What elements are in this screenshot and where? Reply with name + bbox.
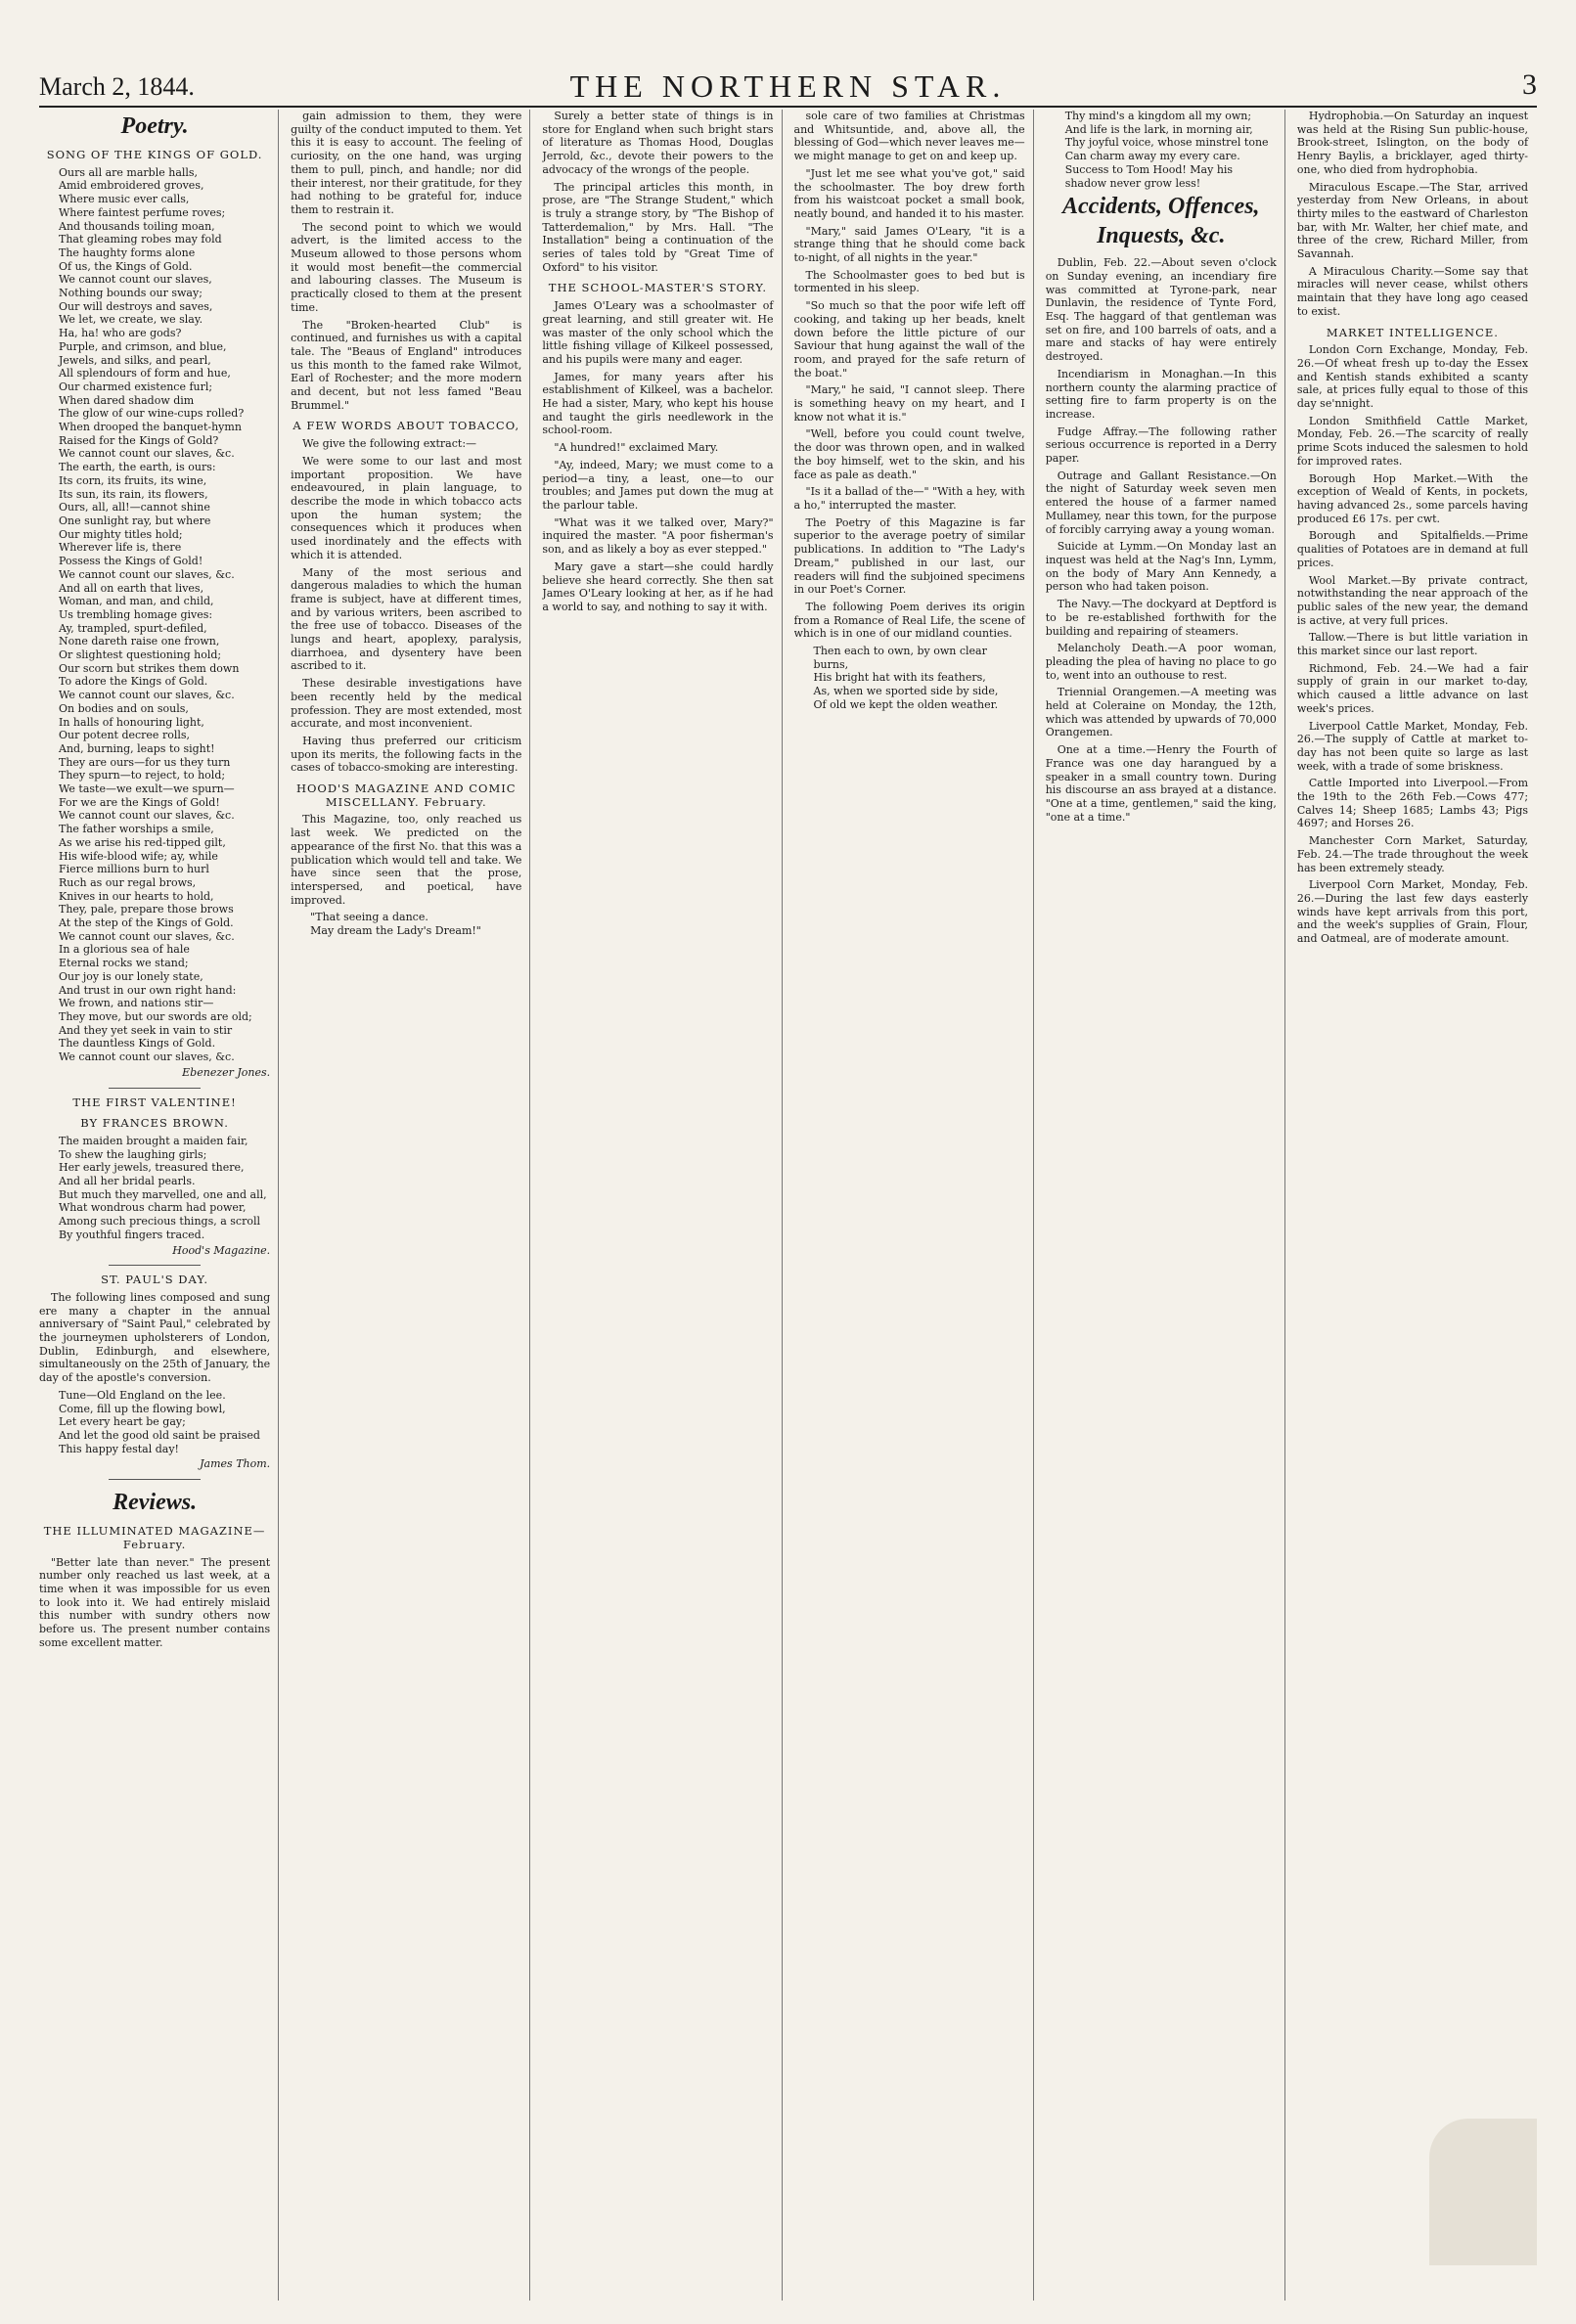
paragraph: Borough and Spitalfields.—Prime qualities of Potatoes are in demand at full prices.	[1296, 529, 1529, 569]
paragraph: Surely a better state of things is in store for England when such bright stars of literature as Thomas Hood, Douglas Jerrold, &c., devote their powers to the advocacy of the wrongs of the people.	[542, 110, 774, 176]
column-5	[1046, 110, 1285, 2301]
masthead	[39, 67, 1537, 108]
paragraph: The Schoolmaster goes to bed but is tormented in his sleep.	[793, 268, 1025, 295]
section-heading: Poetry.	[120, 113, 189, 139]
verse-stanza: Then each to own, by own clear burns, His bright hat with its feathers, As, when we sported side by side, Of old we kept the olden weather.	[813, 645, 999, 711]
paragraph: We give the following extract:—	[302, 437, 477, 451]
section-heading: Reviews.	[113, 1490, 198, 1516]
article-heading: SONG OF THE KINGS OF GOLD.	[46, 148, 263, 161]
article-heading: THE ILLUMINATED MAGAZINE—February.	[43, 1524, 266, 1551]
paragraph: Many of the most serious and dangerous maladies to which the human frame is subject, have at different times, and by various writers, been ascribed to the free use of tobacco. Diseases of the lungs and heart, apoplexy, paralysis, diarrhoea, and dysentery have been ascribed to it.	[291, 565, 522, 673]
article-heading: A FEW WORDS ABOUT TOBACCO,	[293, 419, 520, 433]
paragraph: One at a time.—Henry the Fourth of France was one day harangued by a speaker in a small country town. During his discourse an ass brayed at a distance. "One at a time, gentlemen," said the king, "one at a time."	[1045, 743, 1277, 824]
section-heading: Accidents, Offences, Inquests, &c.	[1062, 194, 1260, 249]
paragraph: gain admission to them, they were guilty of the conduct imputed to them. Yet this it is easy to account. The feeling of curiosity, on the one hand, was urging them to pull, pinch, and handle; nor did their interest, nor their gratitude, for they had nothing to be grateful for, induce them to restrain it.	[291, 110, 522, 216]
paragraph: "What was it we talked over, Mary?" inquired the master. "A poor fisherman's son, and as likely a boy as ever stepped."	[542, 515, 774, 557]
paragraph: "Mary," he said, "I cannot sleep. There is something heavy on my heart, and I know not what it is."	[793, 383, 1025, 424]
paragraph: Wool Market.—By private contract, notwithstanding the near approach of the public sales of the new year, the demand is active, at very full prices.	[1296, 573, 1529, 627]
paragraph: The principal articles this month, in prose, are "The Strange Student," which is truly a strange story, by "The Bishop of Tatterdemalion," by Mrs. Hall. "The Installation" being a continuation of the series of tales told by "Great Time of Oxford" to his visitor.	[542, 180, 774, 274]
verse-stanza: Purple, and crimson, and blue, Jewels, and silks, and pearl, All splendours of form and hue, Our charmed existence furl; When dared shadow dim The glow of our wine-cups rolled? When drooped the banquet-hymn Raised for the Kings of Gold? We cannot count our slaves, &c.	[59, 339, 245, 461]
paragraph: "Is it a ballad of the—" "With a hey, with a ho," interrupted the master.	[793, 485, 1025, 512]
paragraph: "A hundred!" exclaimed Mary.	[554, 441, 719, 455]
article-byline: BY FRANCES BROWN.	[80, 1116, 229, 1131]
column-rule	[109, 1088, 201, 1089]
paragraph: Dublin, Feb. 22.—About seven o'clock on Sunday evening, an incendiary fire was committed at Tyrone-park, near Dunlavin, the residence of Tynte Ford, Esq. The haggard of that gentleman was set on fire, and 100 barrels of oats, and a mare and stacks of hay were entirely destroyed.	[1045, 256, 1277, 364]
paragraph: The following lines composed and sung ere many a chapter in the annual anniversary of "Saint Paul," celebrated by the journeymen upholsterers of London, Dublin, Edinburgh, and elsewhere, simultaneously on the 25th of January, the day of the apostle's conversion.	[39, 1290, 271, 1385]
signature: James Thom.	[200, 1457, 271, 1471]
paragraph: London Corn Exchange, Monday, Feb. 26.—Of wheat fresh up to-day the Essex and Kentish stands exhibited a scanty sale, at prices fully equal to those of this day se'nnight.	[1296, 343, 1529, 411]
paragraph: Miraculous Escape.—The Star, arrived yesterday from New Orleans, in about thirty miles to the eastward of Charleston bar, with Mr. Walter, her chief mate, and three of the crew, Richard Miller, from Savannah.	[1296, 180, 1529, 261]
paragraph: Melancholy Death.—A poor woman, pleading the plea of having no place to go to, went into an outhouse to rest.	[1045, 642, 1277, 682]
paragraph: Fudge Affray.—The following rather serious occurrence is reported in a Derry paper.	[1045, 425, 1277, 466]
paragraph: James O'Leary was a schoolmaster of great learning, and still greater wit. He was master of the only school which the little fishing village of Kilkeel possessed, and his pupils were many and eager.	[542, 299, 774, 366]
article-heading: HOOD'S MAGAZINE AND COMIC MISCELLANY. February.	[295, 782, 517, 809]
signature: Ebenezer Jones.	[182, 1065, 271, 1079]
article-heading: THE FIRST VALENTINE!	[72, 1095, 237, 1109]
verse-stanza: Ours all are marble halls, Amid embroidered groves, Where music ever calls, Where faintest perfume roves; And thousands toiling moan, That gleaming robes may fold The haughty forms alone Of us, the Kings of Gold. We cannot count our slaves, Nothing bounds our sway; Our will destroys and saves, We let, we create, we slay. Ha, ha! who are gods?	[59, 165, 226, 340]
paragraph: "Ay, indeed, Mary; we must come to a period—a tiny, a least, one—to our troubles; and James put down the mug at the parlour table.	[542, 458, 774, 512]
paragraph: sole care of two families at Christmas and Whitsuntide, and, above all, the blessing of God—which never leaves me—we might manage to get on and keep up.	[793, 110, 1025, 163]
paragraph: A Miraculous Charity.—Some say that miracles will never cease, whilst others maintain that they have long ago ceased to exist.	[1296, 264, 1529, 318]
paragraph: The following Poem derives its origin from a Romance of Real Life, the scene of which is in one of our midland counties.	[793, 600, 1025, 641]
paragraph: "So much so that the poor wife left off cooking, and taking up her beads, knelt down before the little picture of our Saviour that hung against the wall of the room, and prayed for the safe return of the boat."	[793, 299, 1025, 380]
column-1	[39, 110, 279, 2301]
column-container	[39, 110, 1536, 2301]
paragraph: "Better late than never." The present number only reached us last week, at a time when it was impossible for us even to look into it. We had entirely mislaid this number with sundry others now before us. The present number contains some excellent matter.	[39, 1555, 271, 1649]
page-number: 3	[1522, 68, 1537, 101]
torn-corner	[1429, 2119, 1537, 2265]
article-heading: THE SCHOOL-MASTER'S STORY.	[548, 281, 768, 295]
paragraph: This Magazine, too, only reached us last week. We predicted on the appearance of the first No. that this was a publication which would tell and take. We have since seen that the prose, interspersed, and poetical, have improved.	[291, 813, 522, 907]
paragraph: Manchester Corn Market, Saturday, Feb. 24.—The trade throughout the week has been extremely steady.	[1296, 834, 1529, 874]
signature: Hood's Magazine.	[172, 1243, 271, 1257]
verse-stanza: In a glorious sea of hale Eternal rocks we stand; Our joy is our lonely state, And trust in our own right hand: We frown, and nations stir— They move, but our swords are old; And they yet seek in vain to stir The dauntless Kings of Gold. We cannot count our slaves, &c.	[59, 943, 252, 1064]
paragraph: Having thus preferred our criticism upon its merits, the following facts in the cases of tobacco-smoking are interesting.	[291, 734, 522, 775]
verse-stanza: The earth, the earth, is ours: Its corn, its fruits, its wine, Its sun, its rain, its flowers, Ours, all, all!—cannot shine One sunlight ray, but where Our mighty titles hold; Wherever life is, there Possess the Kings of Gold! We cannot count our slaves, &c.	[59, 461, 235, 581]
paragraph: Hydrophobia.—On Saturday an inquest was held at the Rising Sun public-house, Brook-street, Islington, on the body of Henry Baylis, a bricklayer, aged thirty-one, who died from hydrophobia.	[1296, 110, 1529, 176]
issue-date: March 2, 1844.	[39, 72, 195, 101]
article-heading: MARKET INTELLIGENCE.	[1326, 325, 1499, 339]
paragraph: Cattle Imported into Liverpool.—From the 19th to the 26th Feb.—Cows 477; Calves 14; Sheep 1685; Lambs 43; Pigs 4697; and Horses 26.	[1296, 777, 1529, 830]
paragraph: The second point to which we would advert, is the limited access to the Museum allowed to those persons whom it would most benefit—the commercial and labouring classes. The Museum is practically closed to them at the present time.	[291, 220, 522, 314]
verse-stanza: And all on earth that lives, Woman, and man, and child, Us trembling homage gives: Ay, trampled, spurt-defiled, None dareth raise one frown, Or slightest questioning hold; Our scorn but strikes them down To adore the Kings of Gold. We cannot count our slaves, &c.	[59, 581, 240, 702]
paragraph: Borough Hop Market.—With the exception of Weald of Kents, in pockets, having advanced 2s., some parcels having produced £6 17s. per cwt.	[1296, 471, 1529, 525]
paragraph: Tallow.—There is but little variation in this market since our last report.	[1296, 631, 1529, 658]
column-6	[1297, 110, 1536, 2301]
column-4	[794, 110, 1034, 2301]
verse-stanza: "That seeing a dance. May dream the Lady's Dream!"	[310, 911, 481, 938]
paragraph: London Smithfield Cattle Market, Monday, Feb. 26.—The scarcity of really prime Scots induced the salesmen to hold for improved rates.	[1296, 414, 1529, 468]
paragraph: "Just let me see what you've got," said the schoolmaster. The boy drew forth from his waistcoat pocket a small book, neatly bound, and handed it to his master.	[793, 166, 1025, 220]
paragraph: "Mary," said James O'Leary, "it is a strange thing that he should come back to-night, of all nights in the year."	[793, 224, 1025, 265]
paragraph: Suicide at Lymm.—On Monday last an inquest was held at the Nag's Inn, Lymm, on the body of Mary Ann Kennedy, a person who had taken poison.	[1045, 540, 1277, 594]
paragraph: Triennial Orangemen.—A meeting was held at Coleraine on Monday, the 12th, which was attended by upwards of 70,000 Orangemen.	[1045, 686, 1277, 739]
paragraph: The Navy.—The dockyard at Deptford is to be re-established forthwith for the building and repairing of steamers.	[1045, 598, 1277, 638]
verse-stanza: The father worships a smile, As we arise his red-tipped gilt, His wife-blood wife; ay, while Fierce millions burn to hurl Ruch as our regal brows, Knives in our hearts to hold, They, pale, prepare those brows At the step of the Kings of Gold. We cannot count our slaves, &c.	[59, 823, 235, 943]
verse-stanza: The maiden brought a maiden fair, To shew the laughing girls; Her early jewels, treasured there, And all her bridal pearls. But much they marvelled, one and all, What wondrous charm had power, Among such precious things, a scroll By youthful fingers traced.	[59, 1134, 267, 1241]
column-3	[542, 110, 782, 2301]
paragraph: Incendiarism in Monaghan.—In this northern county the alarming practice of setting fire to farm property is on the increase.	[1045, 367, 1277, 421]
paragraph: Mary gave a start—she could hardly believe she heard correctly. She then sat James O'Leary looking at her, as if he had a world to say, and nothing to say it with.	[542, 559, 774, 613]
column-rule	[109, 1265, 201, 1266]
verse-stanza: On bodies and on souls, In halls of honouring light, Our potent decree rolls, And, burning, leaps to sight! They are ours—for us they turn They spurn—to reject, to hold; We taste—we exult—we spurn— For we are the Kings of Gold! We cannot count our slaves, &c.	[59, 701, 235, 823]
paragraph: These desirable investigations have been recently held by the medical profession. They are most extended, most accurate, and most inconvenient.	[291, 677, 522, 731]
paragraph: Outrage and Gallant Resistance.—On the night of Saturday week seven men entered the house of a farmer named Mullamey, near this town, for the purpose of forcibly carrying away a young woman.	[1045, 469, 1277, 536]
article-heading: ST. PAUL'S DAY.	[101, 1273, 209, 1287]
newspaper-title: THE NORTHERN STAR.	[569, 68, 1007, 104]
paragraph: Liverpool Corn Market, Monday, Feb. 26.—During the last few days easterly winds have kept arrivals from this port, and the week's supplies of Grain, Flour, and Oatmeal, are of moderate amount.	[1296, 878, 1529, 946]
paragraph: We were some to our last and most important proposition. We have endeavoured, in plain language, to describe the mode in which tobacco acts upon the human system; the consequences which it produces when used inordinately and the effects with which it is attended.	[291, 454, 522, 561]
column-2	[291, 110, 530, 2301]
paragraph: Liverpool Cattle Market, Monday, Feb. 26.—The supply of Cattle at market to-day has not been quite so large as last week, with a trade of some briskness.	[1296, 719, 1529, 773]
verse-stanza: Tune—Old England on the lee. Come, fill up the flowing bowl, Let every heart be gay; And let the good old saint be praised This happy festal day!	[59, 1388, 260, 1455]
verse-stanza: Thy mind's a kingdom all my own; And life is the lark, in morning air, Thy joyful voice, whose minstrel tone Can charm away my every care. Success to Tom Hood! May his shadow never grow less!	[1064, 110, 1269, 190]
paragraph: James, for many years after his establishment of Kilkeel, was a bachelor. He had a sister, Mary, who kept his house and taught the girls needlework in the school-room.	[542, 370, 774, 437]
paragraph: Richmond, Feb. 24.—We had a fair supply of grain in our market to-day, which caused a little advance on last week's prices.	[1296, 661, 1529, 715]
column-rule	[109, 1479, 201, 1480]
paragraph: The Poetry of this Magazine is far superior to the average poetry of similar publications. In addition to "The Lady's Dream," published in our last, our readers will find the subjoined specimens in our Poet's Corner.	[793, 515, 1025, 597]
paragraph: The "Broken-hearted Club" is continued, and furnishes us with a capital tale. The "Beaus of England" introduces us this month to the famed rake Wilmot, Earl of Rochester; and the more modern and decent, but not less famed "Beau Brummel."	[291, 318, 522, 412]
paragraph: "Well, before you could count twelve, the door was thrown open, and in walked the boy himself, wet to the skin, and his face as pale as death."	[793, 427, 1025, 481]
